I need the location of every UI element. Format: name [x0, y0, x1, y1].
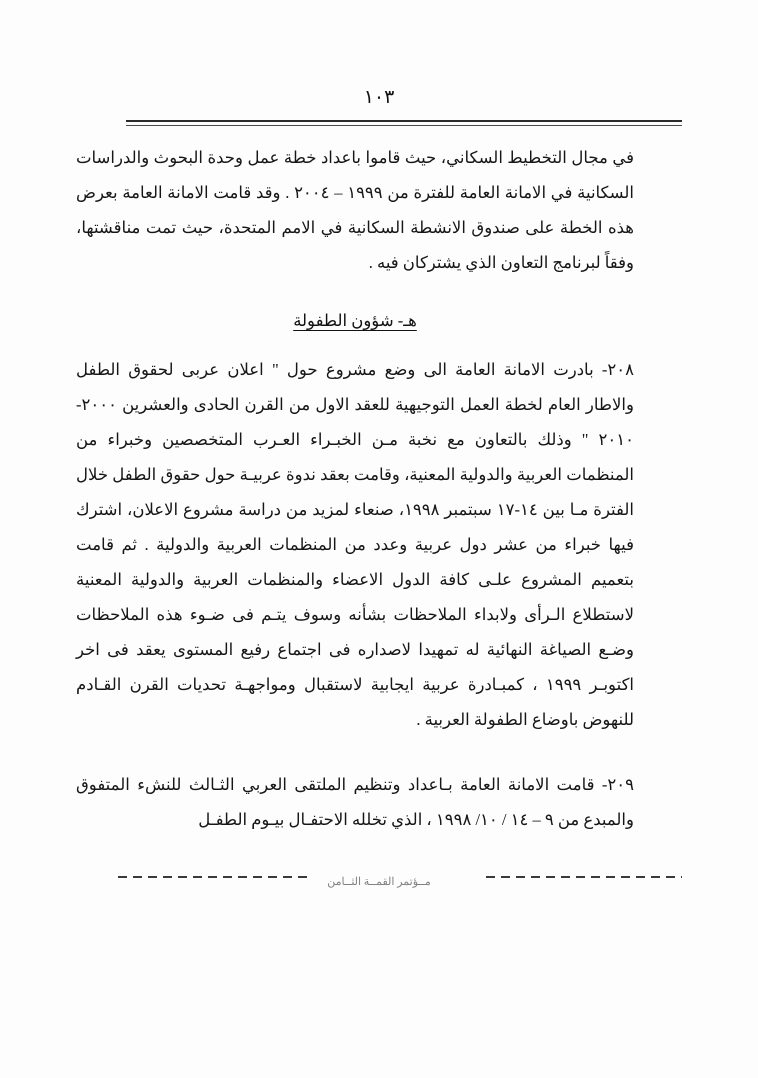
section-heading-childhood-affairs: هـ- شؤون الطفولة — [293, 311, 417, 330]
item-text-209: قامت الامانة العامة بـاعداد وتنظيم الملتقى العربي الثـالث للنشء المتفوق والمبدع من ٩ – ١٤ / ١٠/ ١٩٩٨ ، الذي تخلله الاحتفـال بيـوم الطفـل — [76, 775, 634, 829]
paragraph-continuation: في مجال التخطيط السكاني، حيث قاموا باعداد خطة عمل وحدة البحوث والدراسات السكانية في الامانة العامة للفترة من ١٩٩٩ – ٢٠٠٤ . وقد قامت الامانة العامة بعرض هذه الخطة على صندوق الانشطة السكانية في الامم المتحدة، حيث تمت مناقشتها، وفقاً لبرنامج التعاون الذي يشتركان فيه . — [76, 148, 635, 272]
page-number: ١٠٣ — [363, 87, 395, 108]
item-text-208: بادرت الامانة العامة الى وضع مشروع حول " اعلان عربى لحقوق الطفل والاطار العام لخطة العمل التوجيهية للعقد الاول من القرن الحادى والعشرين ٢٠٠٠- ٢٠١٠ " وذلك بالتعاون مع نخبة مـن الخبـراء العـرب المتخصصين وخبراء من المنظمات العربية والدولية المعنية، وقامت بعقد ندوة عربيـة حول حقوق الطفل خلال الفترة مـا بين ١٤-١٧ سبتمبر ١٩٩٨، صنعاء لمزيد من دراسة مشروع الاعلان، اشترك فيها خبراء من عشر دول عربية وعدد من المنظمات العربية والدولية . ثم قامت بتعميم المشروع علـى كافة الدول الاعضاء والمنظمات العربية والدولية المعنية لاستطلاع الـرأى ولابداء الملاحظات بشأنه وسوف يتـم فى ضـوء هذه الملاحظات وضـع الصياغة النهائية له تمهيدا لاصداره فى اجتماع رفيع المستوى يعقد فى اخر اكتوبـر ١٩٩٩ ، كمبـادرة عربية ايجابية لاستقبال ومواجهـة تحديات القرن القـادم للنهوض باوضاع الطفولة العربية . — [76, 360, 635, 729]
document-body — [76, 140, 634, 837]
spacer — [76, 280, 634, 306]
numbered-paragraph-209 — [76, 767, 634, 837]
item-number-208: ٢٠٨- — [601, 360, 635, 379]
spacer — [76, 737, 634, 767]
section-heading-wrap — [76, 306, 634, 336]
numbered-paragraph-208 — [76, 352, 634, 737]
header-divider — [126, 120, 682, 126]
footer-note: مــؤتمر القمــة الثــامن — [327, 876, 431, 888]
item-number-209: ٢٠٩- — [601, 775, 635, 794]
spacer — [76, 336, 634, 352]
